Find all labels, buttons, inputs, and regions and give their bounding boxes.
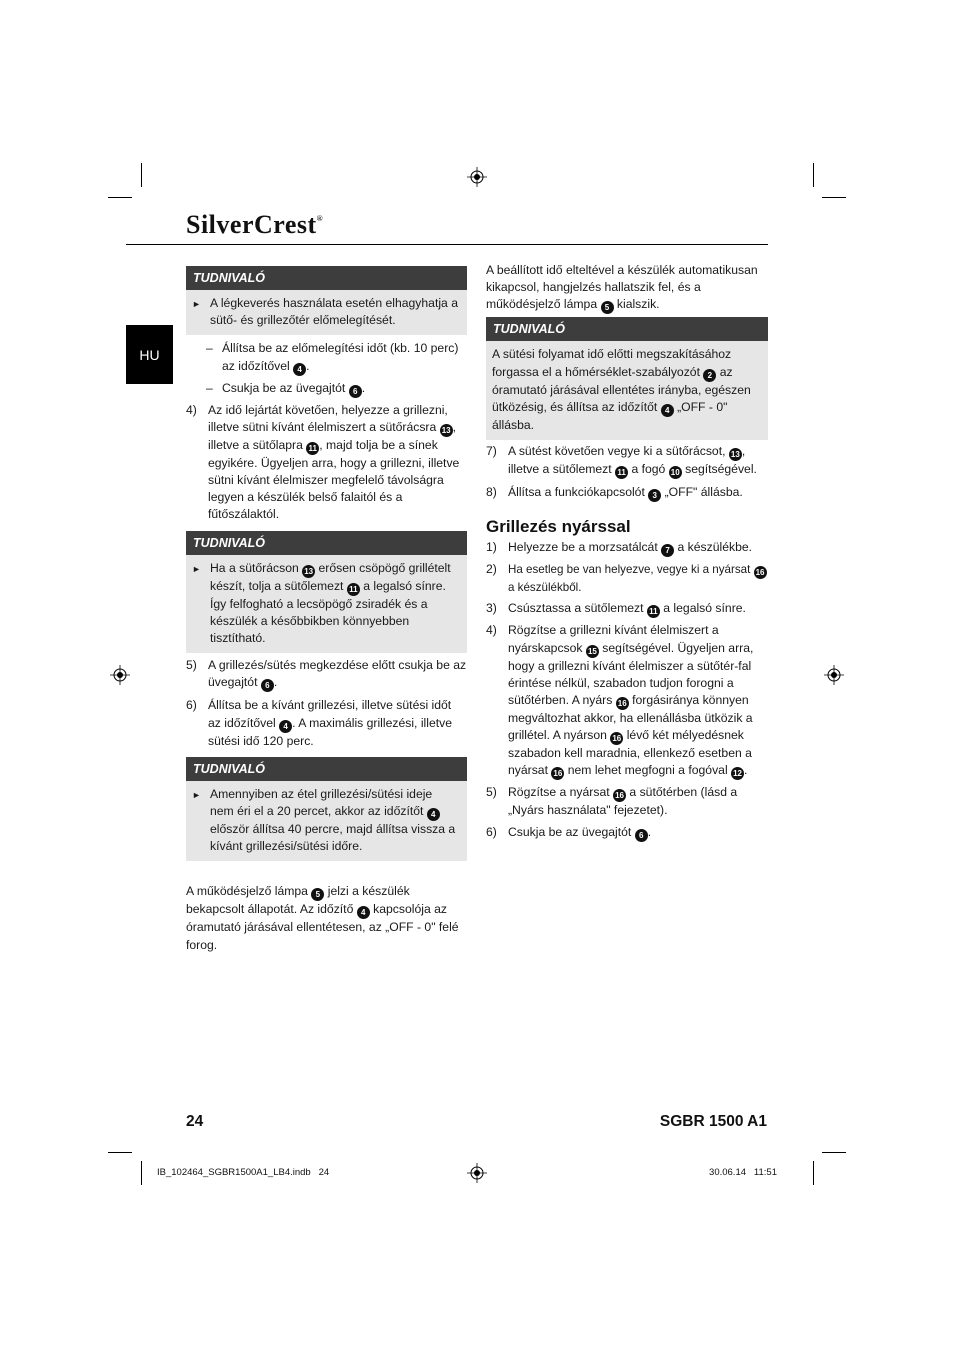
crop-mark [141,1161,142,1185]
note-box [186,266,467,335]
spit-step-4: 4) Rögzítse a grillezni kívánt élelmiszert a nyárskapcsok 15 segítségével. Ügyeljen arra, hogy a grillezni kívánt élelmiszer a sütőtér-fal érintése nélkül, szabadon tudjon forogni a sütőtérben. A nyárs 16 forgásiránya könnyen megváltozhat akkor, ha ellenállásba ütközik a grillétel. A nyárson 16 lévő két mélyedésnek szabadon kell maradnia, ellenkező esetben a nyársat 16 nem lehet megfogni a fogóval 12 . [486,623,754,779]
left-column [186,266,467,954]
note-title: TUDNIVALÓ [186,757,467,781]
ref-16-icon: 16 [613,789,626,802]
ref-5-icon: 5 [311,888,324,901]
ref-7-icon: 7 [661,544,674,557]
ref-11-icon: 11 [347,583,360,596]
step-4: 4) Az idő lejártát követően, helyezze a grillezni, illetve sütni kívánt élelmiszert a sütőrácsra 13 , illetve a sütőlapra 11 , majd tolja be a sínek egyikére. Ügyeljen arra, hogy a grillezni, illetve sütni kívánt élelmiszer megfelelő távolságra legyen a készülék belső falaitól és a fűtőszálaktól. [186,402,460,522]
list-item: – Csukja be az üvegajtót 6 . [206,380,366,396]
section-heading: Grillezés nyárssal [486,517,631,537]
ref-11-icon: 11 [615,466,628,479]
ref-4-icon: 4 [279,720,292,733]
note-box: TUDNIVALÓ ► Amennyiben az étel grillezési/sütési ideje nem éri el a 20 percet, akkor az időzítőt 4 először állítsa 40 percre, majd állítsa vissza a kívánt grillezési/sütési időre. [186,757,467,862]
ref-13-icon: 13 [440,424,453,437]
print-slug-date: 30.06.14 11:51 [709,1167,777,1178]
ref-4-icon: 4 [427,808,440,821]
step-7: 7) A sütést követően vegye ki a sütőrácsot, 13 , illetve a sütőlemezt 11 a fogó 10 segítségével. [486,444,757,478]
registration-mark-icon [824,665,844,685]
ref-11-icon: 11 [647,605,660,618]
ref-11-icon: 11 [306,442,319,455]
step-6: 6) Állítsa be a kívánt grillezési, illetve sütési időt az időzítővel 4 . A maximális grillezési, illetve sütési idő 120 perc. [186,698,452,748]
ref-16-icon: 16 [610,732,623,745]
crop-mark [108,197,132,198]
ref-16-icon: 16 [616,697,629,710]
list-item: – Állítsa be az előmelegítési időt (kb. 10 perc) az időzítővel 4 . [206,341,459,374]
language-tab: HU [126,325,173,384]
step-5: 5) A grillezés/sütés megkezdése előtt csukja be az üvegajtót 6 . [186,658,467,691]
ref-4-icon: 4 [661,404,674,417]
crop-mark [813,163,814,187]
ref-13-icon: 13 [302,565,315,578]
ref-6-icon: 6 [635,829,648,842]
crop-mark [108,1152,132,1153]
ref-4-icon: 4 [293,363,306,376]
crop-mark [813,1161,814,1185]
ref-12-icon: 12 [731,767,744,780]
ref-3-icon: 3 [648,489,661,502]
ref-6-icon: 6 [261,679,274,692]
registration-mark-icon [467,167,487,187]
ref-15-icon: 15 [586,645,599,658]
spit-step-1: 1) Helyezze be a morzsatálcát 7 a készülékbe. [486,540,753,556]
step-8: 8) Állítsa a funkciókapcsolót 3 „OFF" állásba. [486,485,743,501]
spit-step-2: 2) Ha esetleg be van helyezve, vegye ki a nyársat 16 a készülékből. [486,561,768,596]
ref-2-icon: 2 [703,369,716,382]
registration-mark-icon [467,1163,487,1183]
spit-step-6: 6) Csukja be az üvegajtót 6 . [486,824,652,840]
arrow-bullet-icon: ► [192,789,201,800]
note-text: A légkeverés használata esetén elhagyhatja a sütő- és grillezőtér előmelegítését. [210,296,458,328]
paragraph: A működésjelző lámpa 5 jelzi a készülék bekapcsolt állapotát. Az időzítő 4 kapcsolója az óramutató járásával ellentétesen, az „OFF - 0" felé forog. [186,884,459,952]
ref-16-icon: 16 [754,566,767,579]
ref-4-icon: 4 [357,906,370,919]
note-box: TUDNIVALÓ A sütési folyamat idő előtti megszakításához forgassa el a hőmérséklet-szabályozót 2 az óramutató járásával ellentétes irányba, egészen ütközésig, és állítsa az időzítőt 4 „OFF - 0" állásba. [486,317,768,440]
arrow-bullet-icon: ► [192,563,201,574]
page-number: 24 [186,1113,204,1130]
crop-mark [822,197,846,198]
ref-13-icon: 13 [729,448,742,461]
arrow-bullet-icon: ► [192,299,201,309]
right-column [486,262,768,842]
print-slug-file: IB_102464_SGBR1500A1_LB4.indb 24 [157,1167,330,1178]
note-title: TUDNIVALÓ [186,266,467,290]
note-box: TUDNIVALÓ ► Ha a sütőrácson 13 erősen csöpögő grillételt készít, tolja a sütőlemezt 11 a legalsó sínre. Így felfogható a lecsöpögő zsiradék és a készülék a későbbikben könnyebben tisztítható. [186,531,467,654]
ref-16-icon: 16 [551,767,564,780]
brand-logo: SilverCrest® [186,210,324,239]
registration-mark-icon [110,665,130,685]
ref-10-icon: 10 [669,466,682,479]
spit-step-3: 3) Csúsztassa a sütőlemezt 11 a legalsó sínre. [486,601,746,617]
ref-5-icon: 5 [601,301,614,314]
ref-6-icon: 6 [349,385,362,398]
crop-mark [141,163,142,187]
header-rule [126,244,768,245]
note-title: TUDNIVALÓ [186,531,467,555]
model-number: SGBR 1500 A1 [659,1113,767,1130]
note-title: TUDNIVALÓ [486,317,768,341]
crop-mark [822,1152,846,1153]
spit-step-5: 5) Rögzítse a nyársat 16 a sütőtérben (lásd a „Nyárs használata" fejezetet). [486,785,738,818]
paragraph: A beállított idő elteltével a készülék automatikusan kikapcsol, hangjelzés hallatszik fel, és a működésjelző lámpa 5 kialszik. [486,263,758,313]
